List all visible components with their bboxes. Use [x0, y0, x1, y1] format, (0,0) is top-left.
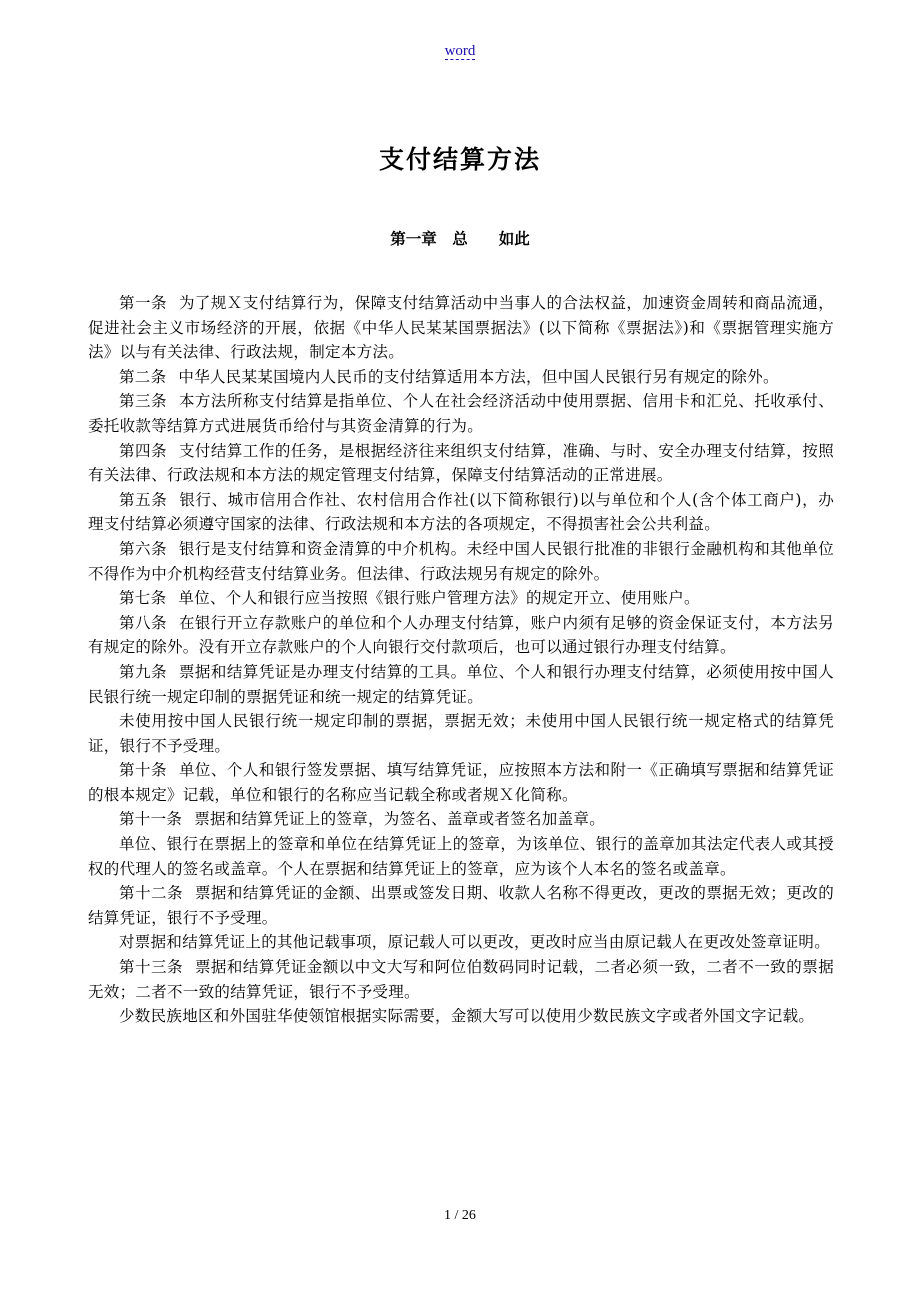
paragraph — [88, 660, 834, 709]
article-text: 银行是支付结算和资金清算的中介机构。未经中国人民银行批准的非银行金融机构和其他单位不得作为中介机构经营支付结算业务。但法律、行政法规另有规定的除外。 — [88, 539, 834, 583]
article-text: 少数民族地区和外国驻华使领馆根据实际需要，金额大写可以使用少数民族文字或者外国文字记载。 — [119, 1007, 815, 1026]
article-text: 单位、个人和银行签发票据、填写结算凭证，应按照本方法和附一《正确填写票据和结算凭证的根本规定》记载，单位和银行的名称应当记载全称或者规Ｘ化简称。 — [88, 761, 834, 804]
paragraph — [88, 807, 834, 832]
article-text: 银行、城市信用合作社、农村信用合作社(以下简称银行)以与单位和个人(含个体工商户)，办理支付结算必须遵守国家的法律、行政法规和本方法的各项规定，不得损害社会公共利益。 — [88, 490, 835, 534]
article-number: 第六条 — [119, 539, 167, 558]
paragraph — [88, 1004, 834, 1029]
paragraph — [88, 955, 834, 1004]
article-number: 第七条 — [119, 589, 167, 608]
paragraph — [88, 881, 834, 930]
paragraph — [88, 488, 834, 537]
paragraph — [88, 758, 834, 807]
article-number: 第五条 — [119, 490, 168, 509]
paragraph — [88, 709, 834, 758]
article-text: 对票据和结算凭证上的其他记载事项，原记载人可以更改，更改时应当由原记载人在更改处签章证明。 — [119, 933, 831, 952]
article-text: 在银行开立存款账户的单位和个人办理支付结算，账户内须有足够的资金保证支付，本方法另有规定的除外。没有开立存款账户的个人向银行交付款项后，也可以通过银行办理支付结算。 — [88, 613, 834, 657]
article-number: 第九条 — [119, 662, 167, 681]
article-text: 单位、银行在票据上的签章和单位在结算凭证上的签章，为该单位、银行的盖章加其法定代表人或其授权的代理人的签名或盖章。个人在票据和结算凭证上的签章，应为该个人本名的签名或盖章。 — [88, 835, 834, 878]
paragraph — [88, 611, 834, 660]
article-number: 第二条 — [119, 367, 167, 386]
article-text: 单位、个人和银行应当按照《银行账户管理方法》的规定开立、使用账户。 — [178, 589, 700, 608]
article-text: 中华人民某某国境内人民币的支付结算适用本方法，但中国人民银行另有规定的除外。 — [178, 367, 779, 386]
article-number: 第十二条 — [119, 884, 183, 903]
article-text: 支付结算工作的任务，是根据经济往来组织支付结算，准确、与时、安全办理支付结算，按照有关法律、行政法规和本方法的规定管理支付结算，保障支付结算活动的正常进展。 — [88, 441, 834, 485]
article-text: 为了规Ｘ支付结算行为，保障支付结算活动中当事人的合法权益，加速资金周转和商品流通，促进社会主义市场经济的开展，依据《中华人民某某国票据法》(以下简称《票据法》)和《票据管理实施方法》以与有关法律、行政法规，制定本方法。 — [88, 294, 834, 362]
paragraph — [88, 365, 834, 390]
paragraph — [88, 537, 834, 586]
paragraph — [88, 389, 834, 438]
article-text: 票据和结算凭证上的签章，为签名、盖章或者签名加盖章。 — [194, 810, 606, 829]
article-number: 第四条 — [119, 441, 167, 460]
article-text: 票据和结算凭证是办理支付结算的工具。单位、个人和银行办理支付结算，必须使用按中国人民银行统一规定印制的票据凭证和统一规定的结算凭证。 — [88, 662, 834, 706]
paragraph — [88, 930, 834, 955]
article-text: 票据和结算凭证的金额、出票或签发日期、收款人名称不得更改，更改的票据无效；更改的结算凭证，银行不予受理。 — [88, 884, 834, 927]
paragraph — [88, 291, 834, 365]
document-body — [88, 291, 834, 1029]
article-text: 票据和结算凭证金额以中文大写和阿位伯数码同时记载，二者必须一致，二者不一致的票据无效；二者不一致的结算凭证，银行不予受理。 — [88, 958, 834, 1001]
paragraph — [88, 439, 834, 488]
chapter-title: 第一章 总 如此 — [390, 229, 530, 248]
page-number: 1 / 26 — [444, 1208, 476, 1223]
article-text: 未使用按中国人民银行统一规定印制的票据，票据无效；未使用中国人民银行统一规定格式的结算凭证，银行不予受理。 — [88, 712, 834, 755]
article-number: 第一条 — [119, 294, 167, 312]
article-number: 第十三条 — [119, 958, 183, 977]
article-number: 第十条 — [119, 761, 167, 780]
document-title: 支付结算方法 — [378, 145, 541, 174]
paragraph — [88, 832, 834, 881]
word-link[interactable]: word — [444, 43, 476, 59]
article-number: 第十一条 — [119, 810, 183, 829]
paragraph — [88, 586, 834, 611]
article-text: 本方法所称支付结算是指单位、个人在社会经济活动中使用票据、信用卡和汇兑、托收承付、委托收款等结算方式进展货币给付与其资金清算的行为。 — [88, 392, 834, 435]
article-number: 第八条 — [119, 613, 167, 632]
header — [0, 40, 920, 61]
article-number: 第三条 — [119, 392, 167, 411]
